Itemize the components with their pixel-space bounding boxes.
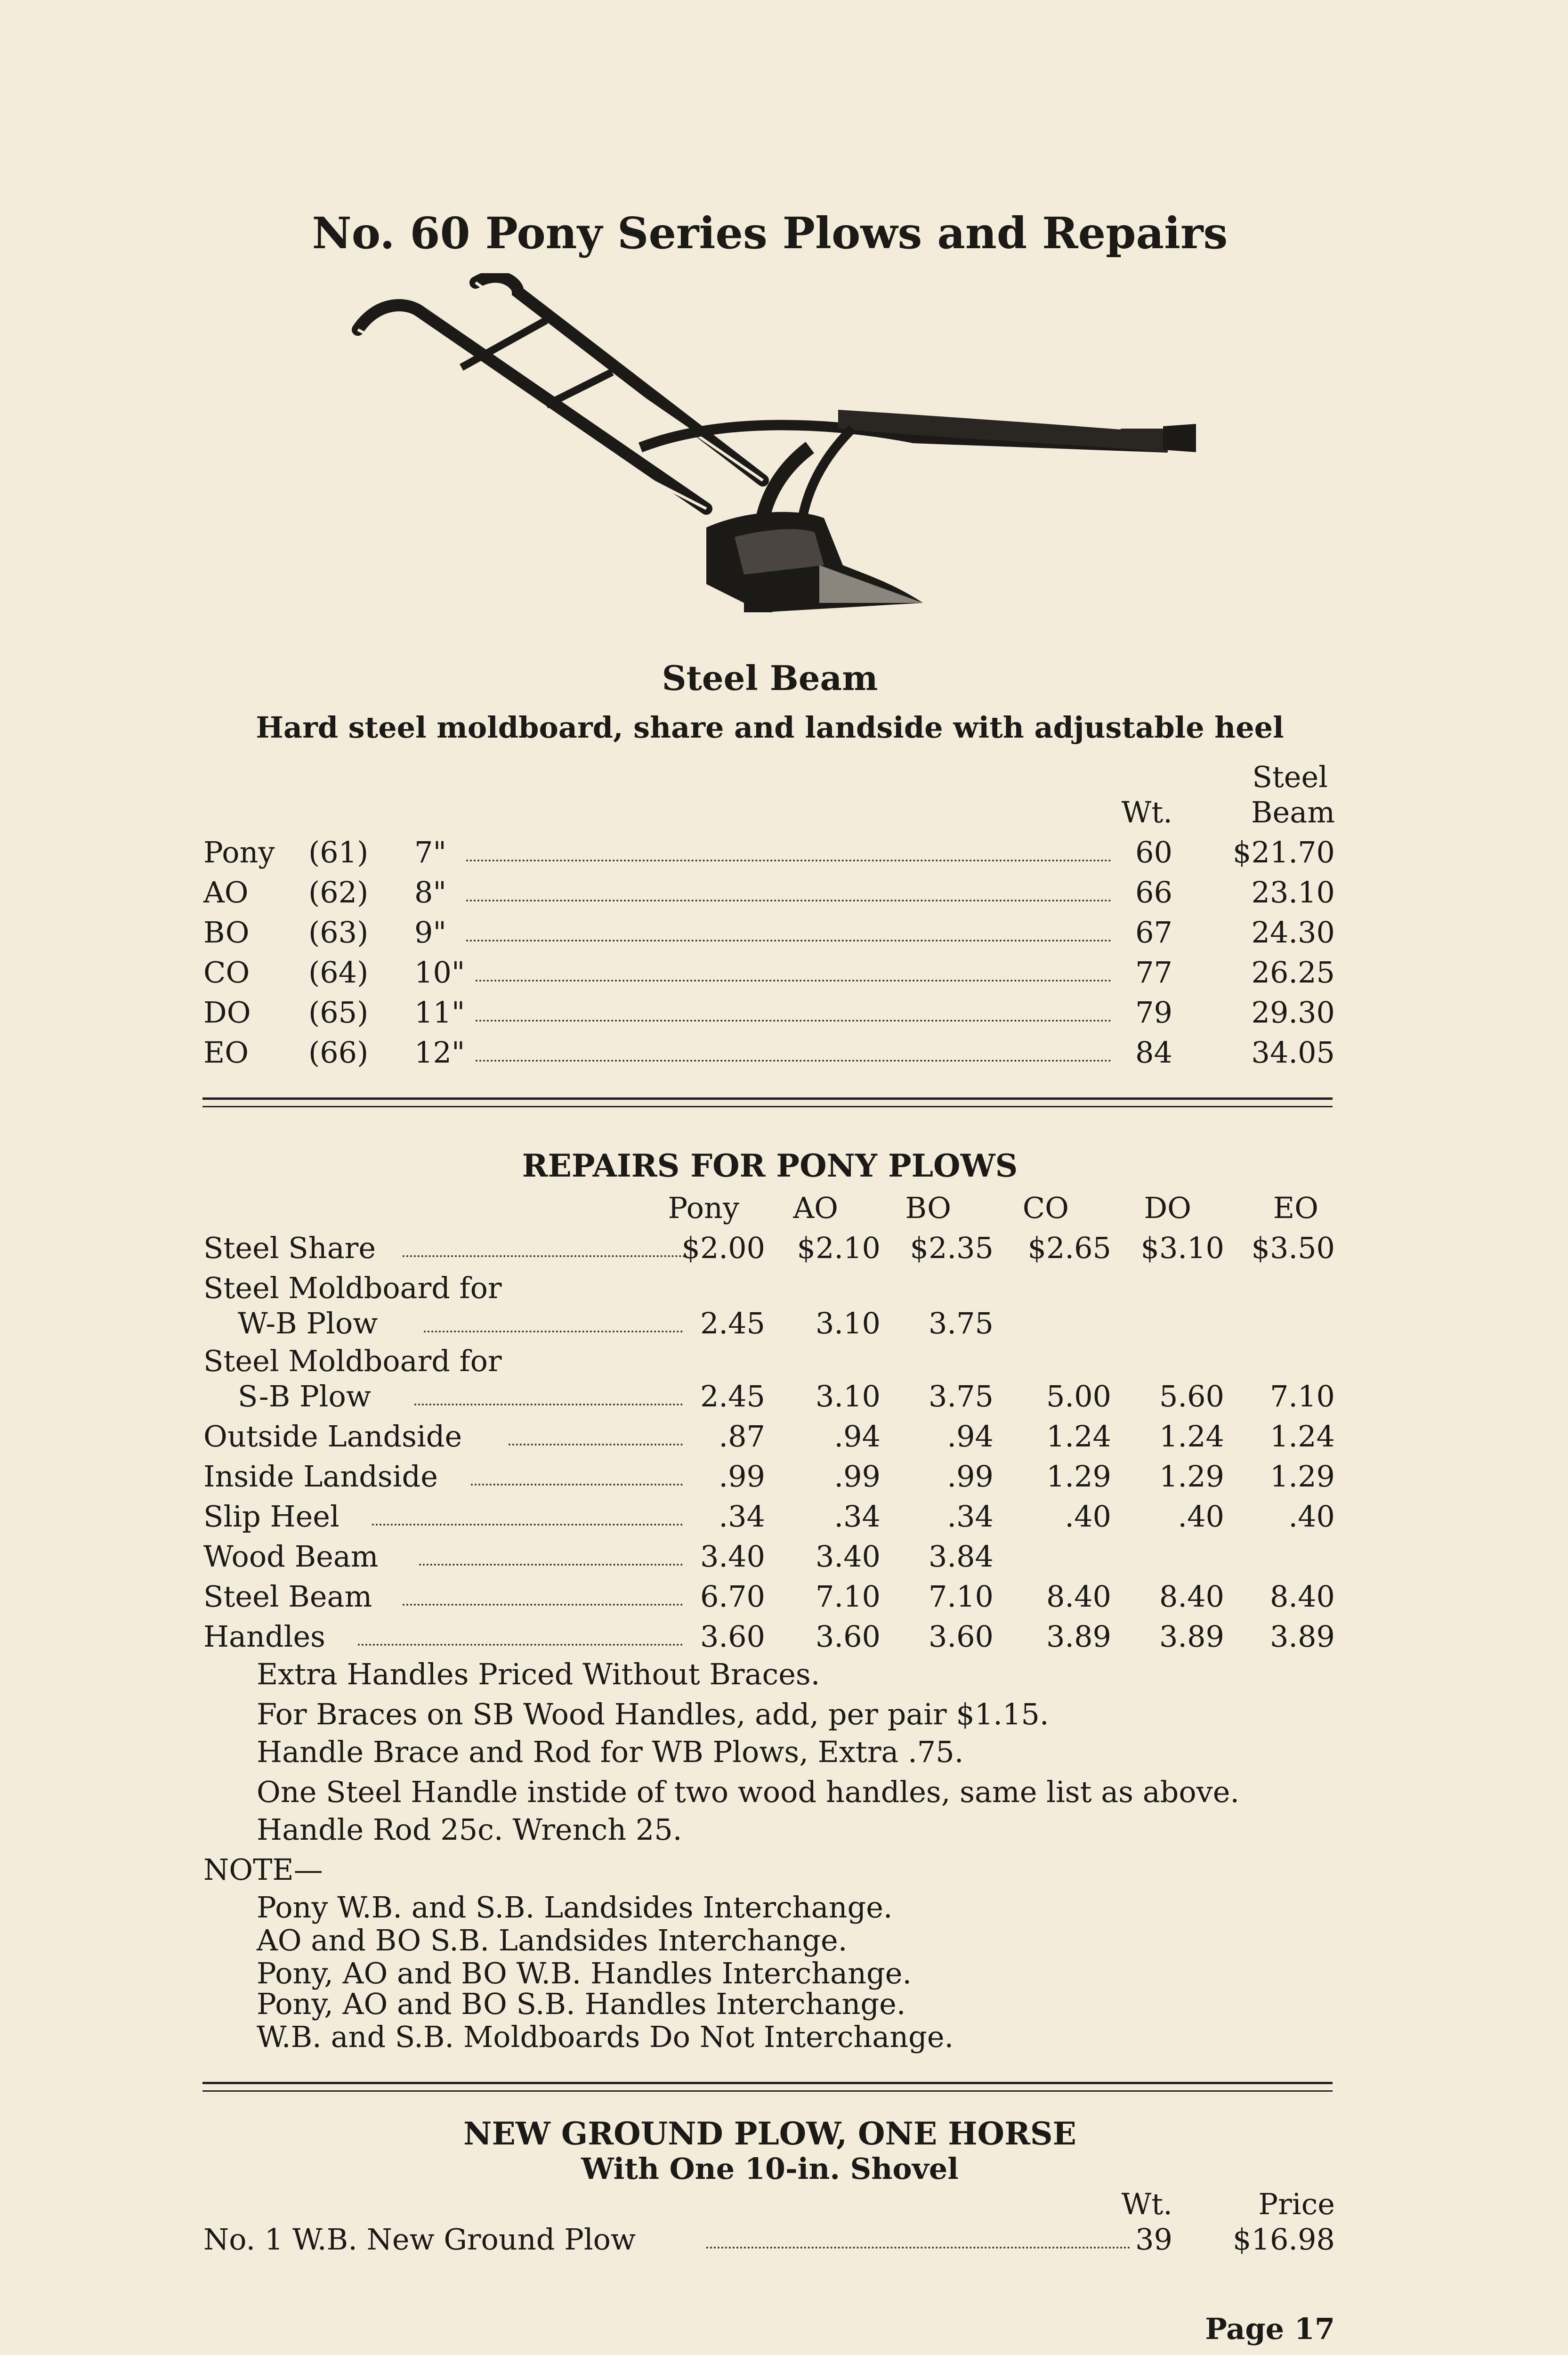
leader-dots bbox=[358, 1644, 683, 1646]
note-line: Pony, AO and BO W.B. Handles Interchange. bbox=[257, 1956, 912, 1990]
row-price: $21.70 bbox=[1233, 835, 1335, 869]
repair-label: Steel Beam bbox=[203, 1579, 372, 1614]
repair-value: .94 bbox=[947, 1419, 994, 1454]
repair-value: 3.60 bbox=[928, 1619, 994, 1654]
repair-label-continued: W-B Plow bbox=[238, 1306, 378, 1340]
repair-value: .94 bbox=[834, 1419, 881, 1454]
row-number: (63) bbox=[308, 915, 369, 950]
note-line: AO and BO S.B. Landsides Interchange. bbox=[257, 1923, 848, 1957]
section-subtitle: Steel Beam bbox=[662, 658, 878, 698]
repair-value: 1.24 bbox=[1046, 1419, 1111, 1454]
row-weight: 77 bbox=[1135, 955, 1172, 990]
repairs-column-header: DO bbox=[1144, 1191, 1191, 1225]
repairs-column-header: CO bbox=[1022, 1191, 1069, 1225]
row-price: 26.25 bbox=[1251, 955, 1335, 990]
column-header-wt: Wt. bbox=[1121, 795, 1172, 829]
repair-value: 2.45 bbox=[700, 1306, 765, 1340]
repair-value: 3.60 bbox=[700, 1619, 765, 1654]
row-size: 7" bbox=[414, 835, 446, 869]
repair-value: 5.60 bbox=[1159, 1379, 1224, 1413]
extra-note: One Steel Handle instide of two wood handles, same list as above. bbox=[257, 1775, 1240, 1809]
note-line: W.B. and S.B. Moldboards Do Not Interchange. bbox=[257, 2020, 954, 2054]
extra-note: For Braces on SB Wood Handles, add, per pair $1.15. bbox=[257, 1697, 1049, 1731]
page-number: Page 17 bbox=[1205, 2312, 1335, 2346]
repair-value: 1.24 bbox=[1159, 1419, 1224, 1454]
repair-label: Slip Heel bbox=[203, 1499, 339, 1534]
repair-value: .87 bbox=[719, 1419, 765, 1454]
item-name: No. 1 W.B. New Ground Plow bbox=[203, 2222, 636, 2257]
note-line: Pony, AO and BO S.B. Handles Interchange. bbox=[257, 1987, 906, 2021]
repair-label-continued: S-B Plow bbox=[238, 1379, 371, 1413]
repair-value: 7.10 bbox=[815, 1579, 881, 1614]
repair-label: Steel Moldboard for bbox=[203, 1271, 502, 1305]
divider bbox=[202, 1106, 1333, 1107]
repair-value: 3.60 bbox=[815, 1619, 881, 1654]
repair-value: $2.00 bbox=[681, 1231, 765, 1265]
leader-dots bbox=[403, 1255, 685, 1257]
repair-value: 1.29 bbox=[1159, 1459, 1224, 1494]
repair-value: $3.50 bbox=[1251, 1231, 1335, 1265]
repair-value: .40 bbox=[1178, 1499, 1224, 1534]
repair-value: 3.10 bbox=[815, 1379, 881, 1413]
note-heading: NOTE— bbox=[203, 1852, 323, 1887]
leader-dots bbox=[466, 940, 1111, 942]
row-name: EO bbox=[203, 1035, 249, 1070]
column-header-price: Price bbox=[1258, 2187, 1335, 2221]
column-header-beam: Beam bbox=[1251, 795, 1335, 829]
leader-dots bbox=[706, 2247, 1130, 2249]
repair-value: 3.75 bbox=[928, 1379, 994, 1413]
repairs-column-header: Pony bbox=[668, 1191, 739, 1225]
repair-value: 6.70 bbox=[700, 1579, 765, 1614]
column-header-wt: Wt. bbox=[1121, 2187, 1172, 2221]
extra-note: Handle Rod 25c. Wrench 25. bbox=[257, 1812, 682, 1847]
repair-label: Handles bbox=[203, 1619, 325, 1654]
repair-label: Inside Landside bbox=[203, 1459, 438, 1494]
row-weight: 66 bbox=[1135, 875, 1172, 910]
leader-dots bbox=[403, 1604, 683, 1606]
plow-illustration bbox=[348, 273, 1215, 641]
repair-value: 1.29 bbox=[1269, 1459, 1335, 1494]
row-name: BO bbox=[203, 915, 250, 950]
repair-label: Steel Share bbox=[203, 1231, 376, 1265]
row-price: 23.10 bbox=[1251, 875, 1335, 910]
row-number: (62) bbox=[308, 875, 369, 910]
repair-value: $2.10 bbox=[797, 1231, 881, 1265]
row-size: 11" bbox=[414, 995, 465, 1030]
repair-value: .99 bbox=[719, 1459, 765, 1494]
repair-value: 3.84 bbox=[928, 1539, 994, 1574]
repair-value: .40 bbox=[1065, 1499, 1111, 1534]
row-name: DO bbox=[203, 995, 251, 1030]
repair-value: 8.40 bbox=[1046, 1579, 1111, 1614]
extra-note: Extra Handles Priced Without Braces. bbox=[257, 1657, 820, 1691]
item-price: $16.98 bbox=[1233, 2222, 1335, 2257]
leader-dots bbox=[424, 1331, 683, 1332]
repair-value: 3.89 bbox=[1159, 1619, 1224, 1654]
row-size: 10" bbox=[414, 955, 465, 990]
repair-label: Outside Landside bbox=[203, 1419, 462, 1454]
repair-value: 7.10 bbox=[928, 1579, 994, 1614]
repair-value: .34 bbox=[834, 1499, 881, 1534]
repair-value: .40 bbox=[1288, 1499, 1335, 1534]
leader-dots bbox=[476, 1020, 1111, 1022]
leader-dots bbox=[466, 860, 1111, 861]
row-name: AO bbox=[203, 875, 249, 910]
repairs-column-header: BO bbox=[905, 1191, 951, 1225]
repair-value: .99 bbox=[834, 1459, 881, 1494]
repair-value: 7.10 bbox=[1269, 1379, 1335, 1413]
repair-value: 3.10 bbox=[815, 1306, 881, 1340]
section-description: Hard steel moldboard, share and landside with adjustable heel bbox=[256, 710, 1284, 745]
repair-value: 2.45 bbox=[700, 1379, 765, 1413]
repair-value: 3.89 bbox=[1046, 1619, 1111, 1654]
leader-dots bbox=[476, 980, 1111, 982]
repairs-title: REPAIRS FOR PONY PLOWS bbox=[522, 1147, 1018, 1184]
repair-value: 8.40 bbox=[1159, 1579, 1224, 1614]
repair-value: .34 bbox=[947, 1499, 994, 1534]
repairs-column-header: EO bbox=[1273, 1191, 1318, 1225]
row-size: 9" bbox=[414, 915, 446, 950]
divider bbox=[202, 2090, 1333, 2092]
leader-dots bbox=[414, 1404, 683, 1405]
repair-value: $2.65 bbox=[1027, 1231, 1111, 1265]
row-name: CO bbox=[203, 955, 250, 990]
repair-value: 1.24 bbox=[1269, 1419, 1335, 1454]
item-weight: 39 bbox=[1135, 2222, 1172, 2257]
divider bbox=[202, 2082, 1333, 2084]
repair-label: Wood Beam bbox=[203, 1539, 379, 1574]
row-price: 34.05 bbox=[1251, 1035, 1335, 1070]
repair-value: .99 bbox=[947, 1459, 994, 1494]
divider bbox=[202, 1097, 1333, 1100]
row-weight: 67 bbox=[1135, 915, 1172, 950]
page-title: No. 60 Pony Series Plows and Repairs bbox=[312, 208, 1228, 259]
row-weight: 84 bbox=[1135, 1035, 1172, 1070]
row-weight: 60 bbox=[1135, 835, 1172, 869]
row-weight: 79 bbox=[1135, 995, 1172, 1030]
repair-value: 1.29 bbox=[1046, 1459, 1111, 1494]
column-header-steel: Steel bbox=[1252, 760, 1328, 794]
leader-dots bbox=[476, 1060, 1111, 1062]
repair-value: 3.40 bbox=[700, 1539, 765, 1574]
new-ground-title: NEW GROUND PLOW, ONE HORSE bbox=[463, 2115, 1076, 2152]
leader-dots bbox=[372, 1524, 683, 1526]
repair-value: 3.75 bbox=[928, 1306, 994, 1340]
row-price: 24.30 bbox=[1251, 915, 1335, 950]
repair-value: $3.10 bbox=[1140, 1231, 1224, 1265]
note-line: Pony W.B. and S.B. Landsides Interchange. bbox=[257, 1890, 893, 1925]
leader-dots bbox=[419, 1564, 683, 1566]
repair-value: .34 bbox=[719, 1499, 765, 1534]
repair-label: Steel Moldboard for bbox=[203, 1344, 502, 1378]
row-size: 8" bbox=[414, 875, 446, 910]
repairs-column-header: AO bbox=[793, 1191, 838, 1225]
row-number: (61) bbox=[308, 835, 369, 869]
extra-note: Handle Brace and Rod for WB Plows, Extra .75. bbox=[257, 1735, 964, 1769]
row-number: (64) bbox=[308, 955, 369, 990]
row-size: 12" bbox=[414, 1035, 465, 1070]
repair-value: 8.40 bbox=[1269, 1579, 1335, 1614]
row-number: (66) bbox=[308, 1035, 369, 1070]
repair-value: $2.35 bbox=[910, 1231, 994, 1265]
leader-dots bbox=[466, 900, 1111, 901]
row-number: (65) bbox=[308, 995, 369, 1030]
row-price: 29.30 bbox=[1251, 995, 1335, 1030]
new-ground-subtitle: With One 10-in. Shovel bbox=[581, 2152, 959, 2186]
repair-value: 5.00 bbox=[1046, 1379, 1111, 1413]
row-name: Pony bbox=[203, 835, 275, 869]
repair-value: 3.40 bbox=[815, 1539, 881, 1574]
repair-value: 3.89 bbox=[1269, 1619, 1335, 1654]
